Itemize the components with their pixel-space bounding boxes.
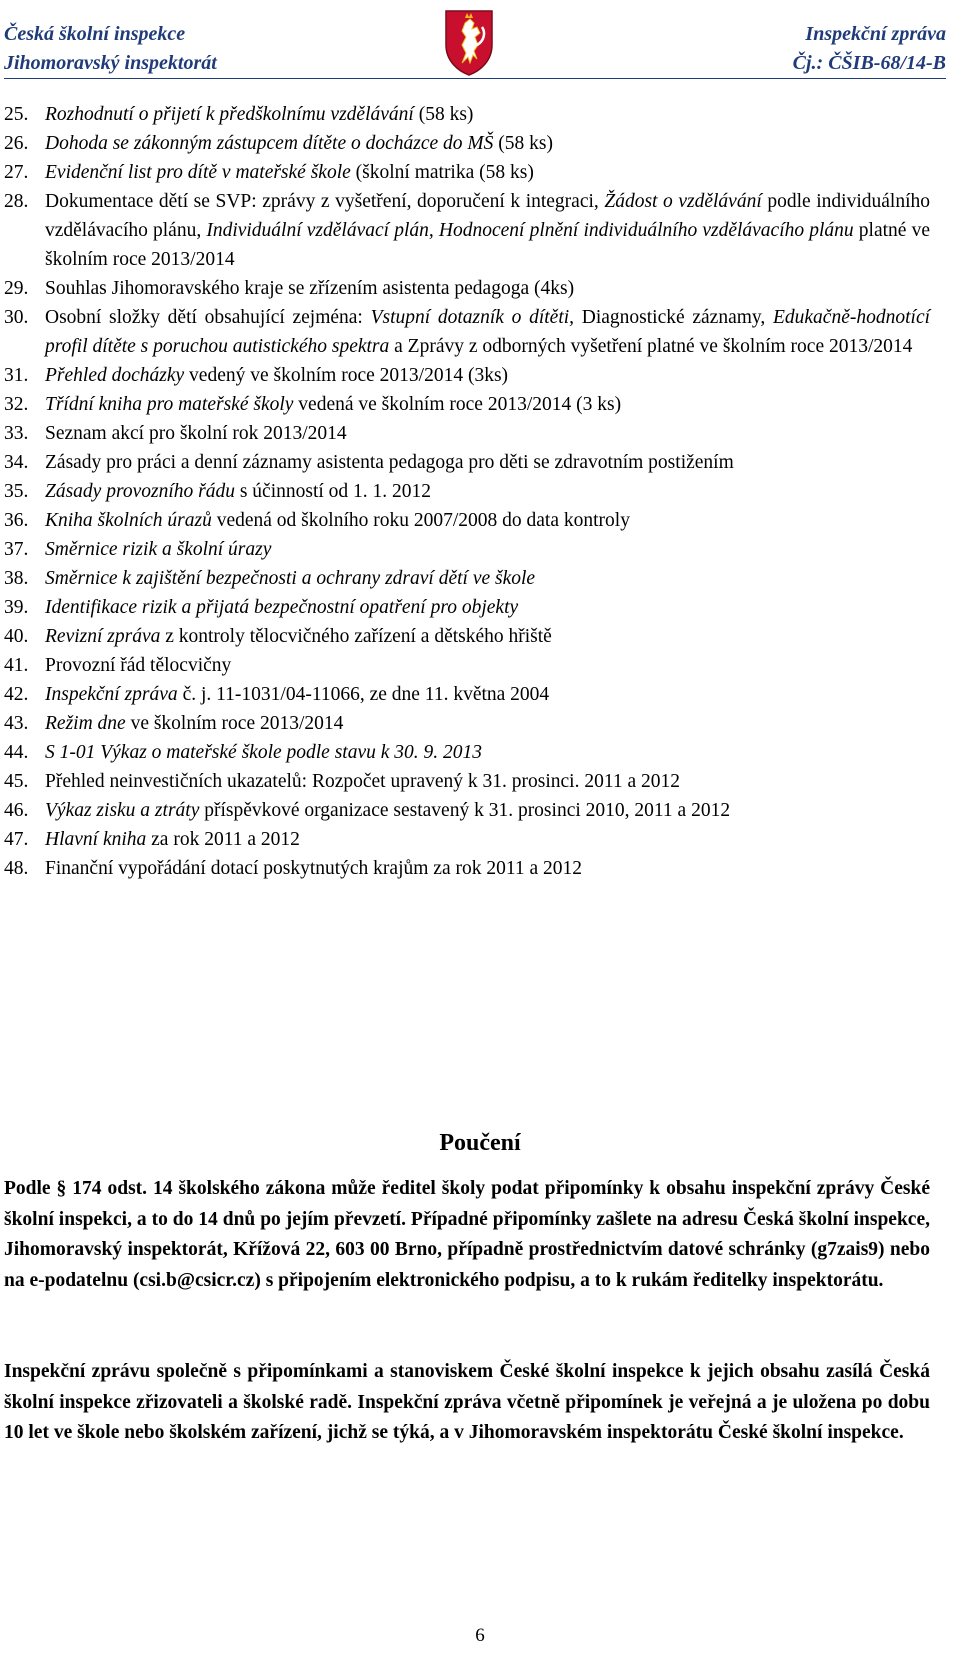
- list-item-number: 46.: [4, 800, 29, 821]
- list-item-text: [45, 158, 930, 187]
- list-item: [4, 593, 930, 622]
- list-item-segment: Finanční vypořádání dotací poskytnutých krajům za rok 2011 a 2012: [45, 858, 583, 879]
- document-title-text: Žádost o vzdělávání: [604, 191, 762, 212]
- list-item-segment: Souhlas Jihomoravského kraje se zřízením asistenta pedagoga (4ks): [45, 278, 575, 299]
- document-title-text: Směrnice k zajištění bezpečnosti a ochrany zdraví dětí ve škole: [45, 568, 536, 589]
- list-item: [4, 100, 930, 129]
- list-item: [4, 506, 930, 535]
- list-item-number: 27.: [4, 162, 29, 183]
- list-item-number: 42.: [4, 684, 29, 705]
- list-item-number: 37.: [4, 539, 29, 560]
- list-item-text: [45, 100, 930, 129]
- list-item: [4, 390, 930, 419]
- list-item-segment: (školní matrika (58 ks): [350, 162, 534, 183]
- document-title-text: Evidenční list pro dítě v mateřské škole: [45, 162, 351, 183]
- list-item-segment: podle individuálního vzdělávacího plánu,: [45, 191, 930, 241]
- document-title-text: Režim dne: [45, 713, 126, 734]
- list-item-segment: Osobní složky dětí obsahující zejména:: [45, 307, 371, 328]
- list-item-number: 44.: [4, 742, 29, 763]
- list-item-segment: Seznam akcí pro školní rok 2013/2014: [45, 423, 347, 444]
- list-item: [4, 535, 930, 564]
- list-item-text: [45, 303, 930, 361]
- list-item-number: 25.: [4, 104, 29, 125]
- list-item: [4, 419, 930, 448]
- document-title-text: Edukačně-hodnotící profil dítěte s poruchou autistického spektra: [45, 307, 931, 357]
- list-item: [4, 187, 930, 274]
- list-item-text: [45, 187, 930, 274]
- header-divider: [4, 78, 946, 79]
- list-item-number: 31.: [4, 365, 29, 386]
- header-org-line1: Česká školní inspekce: [4, 23, 186, 45]
- list-item-text: [45, 506, 930, 535]
- list-item: [4, 825, 930, 854]
- list-item-text: [45, 680, 930, 709]
- list-item: [4, 767, 930, 796]
- document-title-text: Inspekční zpráva: [45, 684, 178, 705]
- list-item: [4, 564, 930, 593]
- list-item-number: 36.: [4, 510, 29, 531]
- list-item: [4, 448, 930, 477]
- list-item-segment: č. j. 11-1031/04-11066, ze dne 11. května 2004: [177, 684, 550, 705]
- document-title-text: Hlavní kniha: [45, 829, 147, 850]
- list-item: [4, 622, 930, 651]
- list-item-text: [45, 825, 930, 854]
- list-item-number: 43.: [4, 713, 29, 734]
- list-item-number: 34.: [4, 452, 29, 473]
- list-item: [4, 303, 930, 361]
- list-item-text: [45, 390, 930, 419]
- document-title-text: Přehled docházky: [45, 365, 185, 386]
- list-item-segment: Dokumentace dětí se SVP: zprávy z vyšetření, doporučení k integraci,: [45, 191, 605, 212]
- list-item-number: 33.: [4, 423, 29, 444]
- list-item-text: [45, 419, 930, 448]
- list-item-number: 39.: [4, 597, 29, 618]
- list-item-segment: Diagnostické záznamy,: [574, 307, 773, 328]
- notice-paragraph-2: Inspekční zprávu společně s připomínkami a stanoviskem České školní inspekce k jejich obsahu zasílá Česká školní inspekce zřizovateli a školské radě. Inspekční zpráva včetně připomínek je veřejná a je uložena po dobu 10 let ve škole nebo školském zařízení, jichž se týká, a v Jihomoravském inspektorátu České školní inspekce.: [4, 1361, 930, 1443]
- notice-heading: Poučení: [439, 1130, 521, 1156]
- list-item-text: [45, 564, 930, 593]
- document-title-text: Identifikace rizik a přijatá bezpečnostní opatření pro objekty: [45, 597, 519, 618]
- list-item-segment: a Zprávy z odborných vyšetření platné ve školním roce 2013/2014: [389, 336, 913, 357]
- list-item-number: 41.: [4, 655, 29, 676]
- list-item-segment: vedená ve školním roce 2013/2014 (3 ks): [293, 394, 622, 415]
- list-item-text: [45, 651, 930, 680]
- list-item: [4, 274, 930, 303]
- document-title-text: Směrnice rizik a školní úrazy: [45, 539, 272, 560]
- list-item-number: 45.: [4, 771, 29, 792]
- list-item-number: 32.: [4, 394, 29, 415]
- list-item-segment: platné ve školním roce 2013/2014: [45, 220, 930, 270]
- list-item-number: 28.: [4, 191, 29, 212]
- list-item: [4, 477, 930, 506]
- page-number: 6: [475, 1625, 485, 1646]
- header-doc-line2: Čj.: ČŠIB-68/14-B: [792, 52, 946, 74]
- document-title-text: Individuální vzdělávací plán, Hodnocení plnění individuálního vzdělávacího plánu: [206, 220, 854, 241]
- list-item: [4, 854, 930, 883]
- list-item: [4, 129, 930, 158]
- list-item-segment: ve školním roce 2013/2014: [125, 713, 344, 734]
- list-item-number: 48.: [4, 858, 29, 879]
- list-item-number: 47.: [4, 829, 29, 850]
- list-item-text: [45, 361, 930, 390]
- list-item-text: [45, 709, 930, 738]
- list-item-text: [45, 535, 930, 564]
- list-item-number: 29.: [4, 278, 29, 299]
- list-item-segment: (58 ks): [413, 104, 474, 125]
- document-title-text: S 1-01 Výkaz o mateřské škole podle stavu k 30. 9. 2013: [45, 742, 483, 763]
- list-item-segment: Přehled neinvestičních ukazatelů: Rozpočet upravený k 31. prosinci. 2011 a 2012: [45, 771, 681, 792]
- list-item-text: [45, 738, 930, 767]
- notice-paragraph-1: Podle § 174 odst. 14 školského zákona může ředitel školy podat připomínky k obsahu inspekční zprávy České školní inspekci, a to do 14 dnů po jejím převzetí. Případné připomínky zašlete na adresu Česká školní inspekce, Jihomoravský inspektorát, Křížová 22, 603 00 Brno, případně prostřednictvím datové schránky (g7zais9) nebo na e-podatelnu (csi.b@csicr.cz) s připojením elektronického podpisu, a to k rukám ředitelky inspektorátu.: [4, 1178, 930, 1291]
- header-doc-line1: Inspekční zpráva: [805, 23, 946, 45]
- czech-coat-of-arms-icon: [442, 5, 496, 77]
- document-title-text: Kniha školních úrazů: [45, 510, 212, 531]
- list-item-segment: vedená od školního roku 2007/2008 do data kontroly: [211, 510, 630, 531]
- list-item-number: 26.: [4, 133, 29, 154]
- list-item-segment: Provozní řád tělocvičny: [45, 655, 232, 676]
- document-title-text: Rozhodnutí o přijetí k předškolnímu vzdělávání: [45, 104, 414, 125]
- list-item-segment: Zásady pro práci a denní záznamy asistenta pedagoga pro děti se zdravotním postižením: [45, 452, 734, 473]
- list-item-number: 35.: [4, 481, 29, 502]
- document-list: [4, 100, 930, 883]
- list-item: [4, 709, 930, 738]
- list-item: [4, 796, 930, 825]
- list-item-segment: s účinností od 1. 1. 2012: [234, 481, 432, 502]
- document-title-text: Zásady provozního řádu: [45, 481, 235, 502]
- list-item-segment: z kontroly tělocvičného zařízení a dětského hřiště: [160, 626, 552, 647]
- list-item-text: [45, 796, 930, 825]
- document-title-text: Vstupní dotazník o dítěti,: [370, 307, 575, 328]
- list-item-text: [45, 622, 930, 651]
- list-item-text: [45, 477, 930, 506]
- list-item: [4, 651, 930, 680]
- document-title-text: Třídní kniha pro mateřské školy: [45, 394, 294, 415]
- header-document: [793, 20, 946, 78]
- document-title-text: Revizní zpráva: [45, 626, 161, 647]
- header-organization: [4, 20, 217, 78]
- document-title-text: Dohoda se zákonným zástupcem dítěte o docházce do MŠ: [45, 133, 494, 154]
- list-item: [4, 680, 930, 709]
- list-item-text: [45, 593, 930, 622]
- list-item-text: [45, 129, 930, 158]
- list-item-text: [45, 448, 930, 477]
- list-item-text: [45, 274, 930, 303]
- list-item-segment: příspěvkové organizace sestavený k 31. prosinci 2010, 2011 a 2012: [199, 800, 731, 821]
- header-org-line2: Jihomoravský inspektorát: [4, 52, 217, 74]
- list-item-number: 30.: [4, 307, 29, 328]
- document-title-text: Výkaz zisku a ztráty: [45, 800, 200, 821]
- list-item-text: [45, 767, 930, 796]
- list-item-segment: za rok 2011 a 2012: [146, 829, 300, 850]
- list-item-segment: vedený ve školním roce 2013/2014 (3ks): [184, 365, 509, 386]
- list-item: [4, 361, 930, 390]
- list-item-text: [45, 854, 930, 883]
- list-item: [4, 738, 930, 767]
- list-item-number: 38.: [4, 568, 29, 589]
- list-item-number: 40.: [4, 626, 29, 647]
- list-item-segment: (58 ks): [493, 133, 553, 154]
- list-item: [4, 158, 930, 187]
